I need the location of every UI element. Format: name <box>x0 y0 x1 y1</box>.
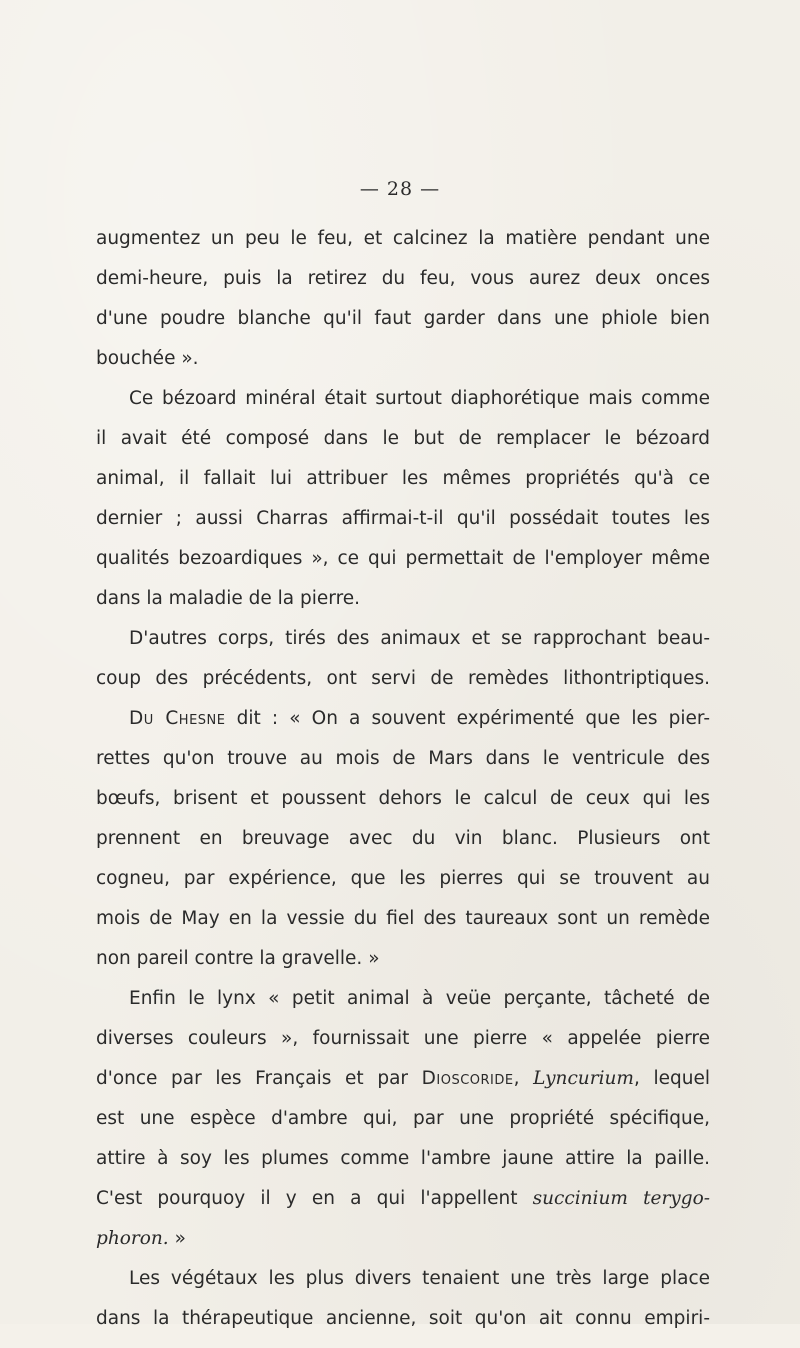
text-line: D'autres corps, tirés des animaux et se rapprochant beau- <box>129 628 710 649</box>
author-name: Dioscoride <box>421 1068 514 1089</box>
text-line: attire à soy les plumes comme l'ambre jaune attire la paille. <box>96 1148 710 1169</box>
text-line: qualités bezoardiques », ce qui permettait de l'employer même <box>96 548 710 569</box>
text-line: Du Chesne dit : « On a souvent expérimenté que les pier- <box>129 708 710 729</box>
text-line: bœufs, brisent et poussent dehors le calcul de ceux qui les <box>96 788 710 809</box>
text-line: cogneu, par expérience, que les pierres qui se trouvent au <box>96 868 710 889</box>
text-line: diverses couleurs », fournissait une pierre « appelée pierre <box>96 1028 710 1049</box>
text-line: augmentez un peu le feu, et calcinez la matière pendant une <box>96 228 710 249</box>
text-line: prennent en breuvage avec du vin blanc. Plusieurs ont <box>96 828 710 849</box>
text-line: mois de May en la vessie du fiel des taureaux sont un remède <box>96 908 710 929</box>
text-line: dans la thérapeutique ancienne, soit qu'on ait connu empiri- <box>96 1308 710 1329</box>
latin-term: phoron. <box>96 1228 169 1249</box>
text-line: animal, il fallait lui attribuer les mêmes propriétés qu'à ce <box>96 468 710 489</box>
text-line: il avait été composé dans le but de remplacer le bézoard <box>96 428 710 449</box>
text-line: est une espèce d'ambre qui, par une propriété spécifique, <box>96 1108 710 1129</box>
text-line: phoron. » <box>96 1228 186 1249</box>
text-line: dans la maladie de la pierre. <box>96 588 361 609</box>
text-line: Ce bézoard minéral était surtout diaphorétique mais comme <box>129 388 710 409</box>
text-line: C'est pourquoy il y en a qui l'appellent succinium terygo- <box>96 1188 710 1209</box>
text-line: d'une poudre blanche qu'il faut garder dans une phiole bien <box>96 308 710 329</box>
text-line: rettes qu'on trouve au mois de Mars dans le ventricule des <box>96 748 710 769</box>
page-number: — 28 — <box>359 178 441 200</box>
text-line: Enfin le lynx « petit animal à veüe perçante, tâcheté de <box>129 988 710 1009</box>
text-line: coup des précédents, ont servi de remèdes lithontriptiques. <box>96 668 710 689</box>
author-name: Du Chesne <box>129 708 226 729</box>
text-line: d'once par les Français et par Dioscoride, Lyncurium, lequel <box>96 1068 710 1089</box>
latin-term: succinium terygo- <box>532 1188 710 1209</box>
text-line: demi-heure, puis la retirez du feu, vous aurez deux onces <box>96 268 710 289</box>
text-line: bouchée ». <box>96 348 199 369</box>
text-line: dernier ; aussi Charras affirmai-t-il qu'il possédait toutes les <box>96 508 710 529</box>
text-line: non pareil contre la gravelle. » <box>96 948 380 969</box>
text-line: Les végétaux les plus divers tenaient une très large place <box>129 1268 710 1289</box>
latin-term: Lyncurium <box>533 1068 634 1089</box>
